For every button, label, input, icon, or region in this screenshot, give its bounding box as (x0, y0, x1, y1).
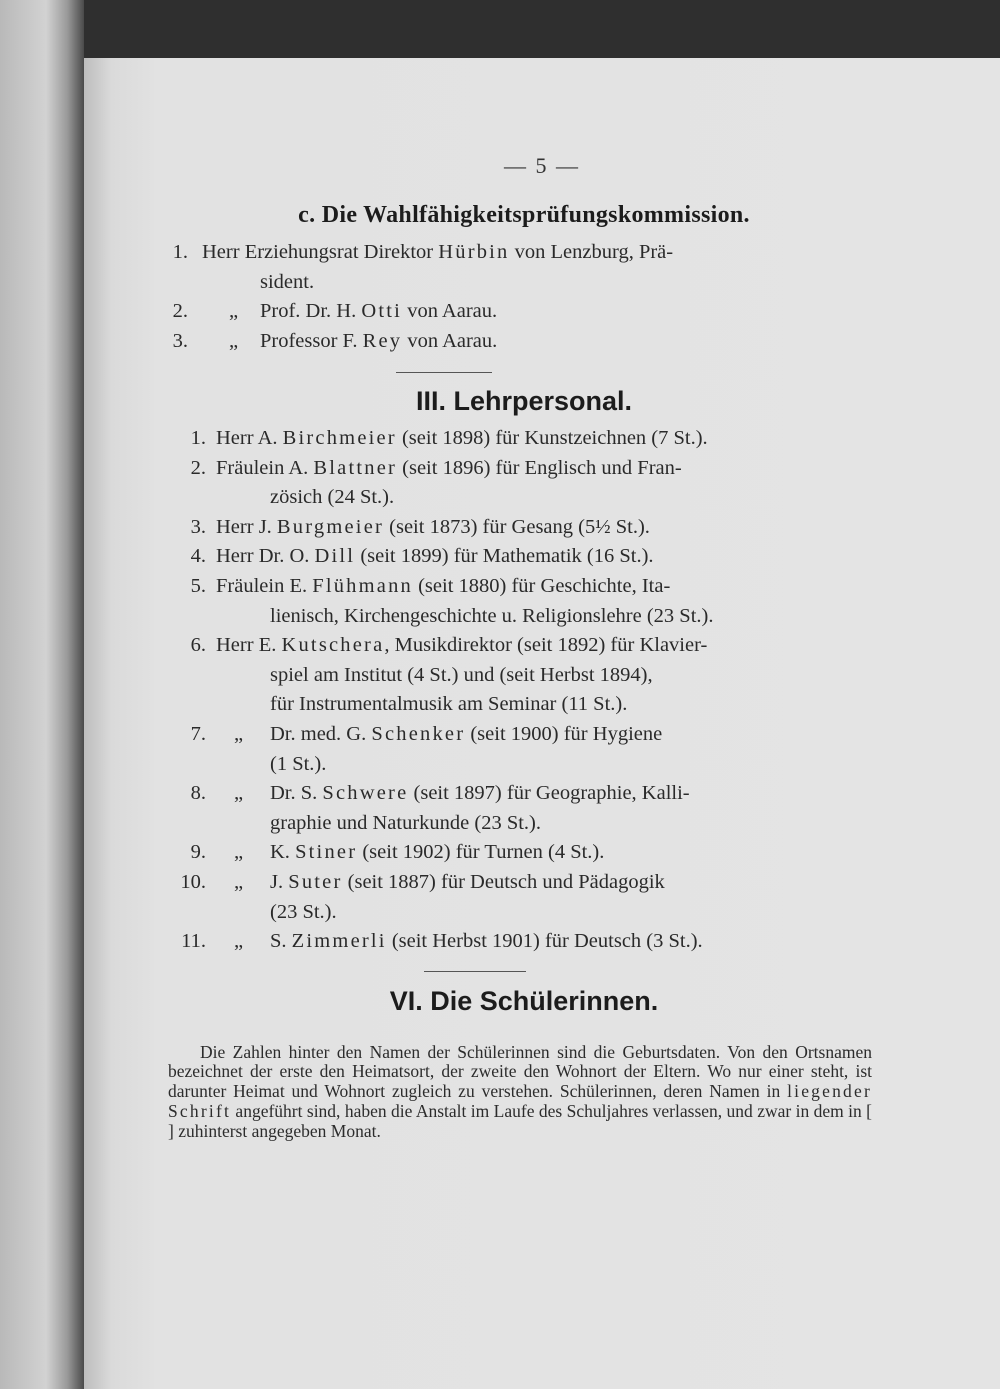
list-item (166, 297, 796, 327)
item-text: von Aarau. (402, 300, 498, 323)
paragraph-text: angeführt sind, haben die Anstalt im Laufe des Schuljahres verlassen, und zwar in dem in [ ] zuhinterst angegeben Monat. (168, 1100, 872, 1141)
ditto-mark: „ (234, 841, 244, 864)
item-continuation: für Instrumentalmusik am Seminar (11 St.). (270, 693, 628, 716)
item-text: J. (270, 870, 289, 893)
member-name: Zimmerli (291, 930, 387, 953)
item-text: E. (258, 634, 282, 657)
item-continuation: zösich (24 St.). (270, 486, 395, 509)
item-text: (seit 1899) für Mathematik (16 St.). (355, 545, 654, 568)
ditto-mark: „ (234, 782, 244, 805)
item-number: 2. (190, 456, 206, 479)
list-item (166, 454, 806, 513)
item-text: (seit Herbst 1901) für Deutsch (3 St.). (386, 930, 703, 953)
paragraph-emphasis: liegender Schrift (168, 1081, 872, 1121)
member-name: Blattner (313, 456, 398, 479)
item-text: Prof. Dr. H. (260, 300, 362, 323)
item-number: 3. (172, 329, 188, 352)
item-text: (seit 1902) für Turnen (4 St.). (357, 841, 605, 864)
page-number: — 5 — (504, 153, 580, 178)
item-continuation: spiel am Institut (4 St.) und (seit Herbst 1894), (270, 663, 653, 686)
item-title: Herr (216, 545, 254, 568)
item-number: 3. (190, 515, 206, 538)
paragraph-text: Die Zahlen hinter den Namen der Schülerinnen sind die Geburtsdaten. Von den Ortsnamen bezeichnet der erste den Heimatsort, der zweite den Wohnort der Eltern. Wo nur einer steht, ist darunter Heimat und Wohnort zugleich zu verstehen. Schülerinnen, deren Namen in (168, 1041, 872, 1102)
list-item (166, 238, 796, 297)
item-continuation: (23 St.). (270, 900, 337, 923)
commission-list (166, 238, 796, 356)
item-text: von Aarau. (402, 329, 498, 352)
item-text: (seit 1898) für Kunstzeichnen (7 St.). (396, 427, 708, 449)
item-number: 5. (190, 574, 206, 597)
item-continuation: (1 St.). (270, 752, 327, 775)
list-item (166, 572, 806, 631)
item-text: E. (289, 574, 313, 597)
member-name: Suter (288, 870, 343, 893)
item-continuation: sident. (260, 270, 315, 293)
commission-heading: c. Die Wahlfähigkeitsprüfungskommission. (298, 202, 750, 228)
item-continuation: lienisch, Kirchengeschichte u. Religionslehre (23 St.). (270, 604, 714, 627)
ditto-mark: „ (234, 722, 244, 745)
item-text: Professor F. (260, 329, 363, 352)
item-text: Dr. O. (258, 545, 315, 568)
item-number: 11. (181, 930, 206, 953)
students-heading: VI. Die Schülerinnen. (389, 986, 659, 1016)
item-text: A. (288, 456, 314, 479)
item-text: J. (258, 515, 277, 538)
page-content (84, 58, 1000, 1389)
member-name: Birchmeier (282, 427, 397, 449)
item-text: Dr. S. (270, 782, 323, 805)
item-text: (seit 1887) für Deutsch und Pädagogik (342, 870, 665, 893)
list-item (166, 838, 806, 868)
item-number: 6. (190, 634, 206, 657)
member-name: Stiner (295, 841, 358, 864)
item-text: (seit 1873) für Gesang (5½ St.). (384, 515, 650, 538)
item-number: 8. (190, 782, 206, 805)
item-continuation: graphie und Naturkunde (23 St.). (270, 811, 541, 834)
ditto-mark: „ (229, 300, 239, 323)
list-item (166, 927, 806, 957)
item-title: Fräulein (216, 574, 285, 597)
member-name: Flühmann (312, 574, 413, 597)
item-number: 4. (190, 545, 206, 568)
item-text: K. (270, 841, 296, 864)
member-name: Dill (314, 545, 356, 568)
item-text: Dr. med. G. (270, 722, 372, 745)
member-name: Rey (362, 329, 403, 352)
item-number: 7. (190, 722, 206, 745)
item-text: (seit 1897) für Geographie, Kalli- (408, 782, 690, 805)
students-intro-paragraph (168, 1043, 872, 1142)
item-text: (seit 1896) für Englisch und Fran- (397, 456, 682, 479)
facing-page-edge (0, 0, 84, 1389)
item-number: 1. (190, 427, 206, 449)
item-title: Herr (216, 515, 254, 538)
list-item (166, 542, 806, 572)
divider (396, 372, 492, 373)
list-item (166, 868, 806, 927)
list-item (166, 513, 806, 543)
staff-heading: III. Lehrpersonal. (415, 386, 633, 416)
item-text: von Lenzburg, Prä- (509, 241, 674, 263)
list-item (166, 631, 806, 720)
item-title: Herr (202, 241, 240, 263)
ditto-mark: „ (234, 870, 244, 893)
item-text: (seit 1880) für Geschichte, Ita- (412, 574, 671, 597)
item-title: Fräulein (216, 456, 285, 479)
ditto-mark: „ (234, 930, 244, 953)
item-text: Erziehungsrat Direktor (244, 241, 439, 263)
item-number: 1. (172, 241, 188, 263)
member-name: Otti (361, 300, 403, 323)
item-number: 9. (190, 841, 206, 864)
member-name: Schenker (371, 722, 466, 745)
item-number: 10. (180, 870, 206, 893)
item-text: A. (257, 427, 283, 449)
item-title: Herr (216, 634, 254, 657)
list-item (166, 424, 806, 454)
ditto-mark: „ (229, 329, 239, 352)
item-text: , Musikdirektor (seit 1892) für Klavier- (384, 634, 708, 657)
member-name: Schwere (322, 782, 409, 805)
item-number: 2. (172, 300, 188, 323)
member-name: Hürbin (438, 241, 510, 263)
item-text: (seit 1900) für Hygiene (465, 722, 663, 745)
list-item (166, 779, 806, 838)
divider (424, 971, 526, 972)
member-name: Kutschera (281, 634, 385, 657)
item-text: S. (270, 930, 292, 953)
item-title: Herr (216, 427, 254, 449)
member-name: Burgmeier (276, 515, 385, 538)
list-item (166, 720, 806, 779)
list-item (166, 327, 796, 357)
staff-list (166, 424, 806, 957)
